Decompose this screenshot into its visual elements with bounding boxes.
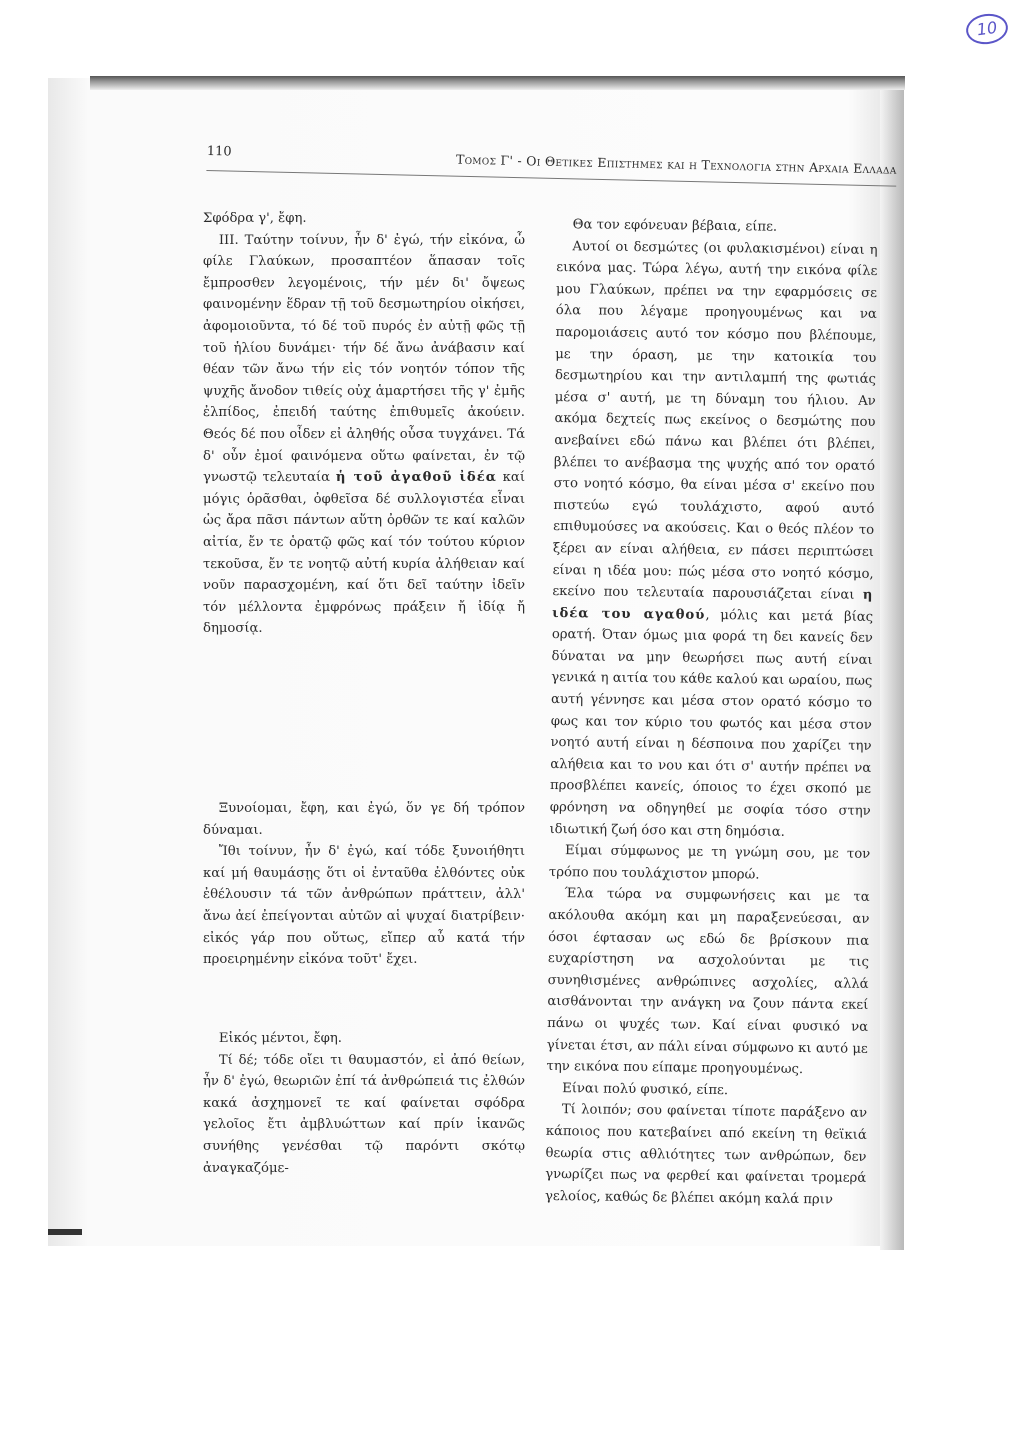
paragraph: Τί δέ; τόδε οἴει τι θαυμαστόν, εἰ ἀπό θείων, ἦν δ' ἐγώ, θεωριῶν ἐπί τά ἀνθρώπειά τις ἐλθών κακά ἀσχημονεῖ τε καί φαίνεται σφόδρα γελοῖος ἔτι ἀμβλυώττων καί πρίν ἱκανῶς συνήθης γενέσθαι τῷ παρόντι σκότῳ ἀναγκαζόμε-	[203, 1052, 525, 1176]
text-span: ΙΙΙ. Ταύτην τοίνυν, ἦν δ' ἐγώ, τήν εἰκόνα, ὦ φίλε Γλαύκων, προσαπτέον ἅπασαν τοῖς ἔμπροσθεν λεγομένοις, τήν μέν δι' ὄψεως φαινομένην ἕδραν τῇ τοῦ δεσμωτηρίου οἰκήσει, ἀφομοιοῦντα, τό δέ τοῦ πυρός ἐν αὐτῇ φῶς τῇ τοῦ ἡλίου δυνάμει· τήν δέ ἄνω ἀνάβασιν καί θέαν τῶν ἄνω τήν εἰς τόν νοητόν τόπον τῆς ψυχῆς ἄνοδον τιθείς οὐχ ἁμαρτήσει τῆς γ' ἐμῆς ἐλπίδος, ἐπειδή ταύτης ἐπιθυμεῖς ἀκούειν. Θεός δέ που οἶδεν εἰ ἀληθής οὖσα τυγχάνει. Τά δ' οὖν ἐμοί φαινόμενα οὕτω φαίνεται, ἐν τῷ γνωστῷ τελευταία	[203, 232, 525, 486]
greek-text-block-2	[203, 798, 525, 971]
text-span: Αυτοί οι δεσμώτες (οι φυλακισμένοι) είναι η εικόνα μας. Τώρα λέγω, αυτή την εικόνα φίλε μου Γλαύκων, πρέπει να την εφαρμόσεις σε όλα που λέγαμε προηγουμένως και να παρομοιάσεις αυτό τον κόσμο που βλέπουμε, με την όραση, με την κατοικία του δεσμωτηρίου και την αντιλαμπή της φωτιάς μέσα σ' αυτή, με τη δύναμη του ήλιου. Αν ακόμα δεχτείς πως εκείνος ο δεσμώτης που ανεβαίνει εδώ πάνω και βλέπει ότι βλέπει, βλέπει το ανέβασμα της ψυχής από τον ορατό στο νοητό κόσμο, θα είναι μέσα σ' εκείνο που πιστεύω εγώ τουλάχιστο, αφού αυτό επιθυμούσες να ακούσεις. Και ο θεός πλέον το ξέρει αν είναι αλήθεια, εν πάσει περιπτώσει είναι η ιδέα μου: πώς μέσα στο νοητό κόσμο, εκείνο που τελευταία παρουσιάζεται είναι	[552, 238, 878, 603]
paragraph: Τί λοιπόν; σου φαίνεται τίποτε παράξενο αν κάποιος που κατεβαίνει από εκείνη τη θεϊκιά θεωρία στις αθλιότητες των ανθρώπων, δεν γνωρίζει πως να φερθεί και φαίνεται τρομερά γελοίος, καθώς δε βλέπει ακόμη καλά πριν	[544, 1102, 868, 1208]
paragraph	[549, 236, 877, 845]
greek-text-block-1	[203, 208, 525, 640]
bold-phrase: η ιδέα του αγαθού	[552, 587, 874, 623]
handwritten-page-number: 10	[964, 11, 1010, 47]
page-gutter-shadow	[880, 90, 904, 1250]
page-top-shadow	[90, 76, 905, 90]
paragraph	[203, 230, 525, 640]
modern-greek-translation-column	[545, 214, 878, 1211]
paragraph: Είναι πολύ φυσικό, είπε.	[562, 1080, 729, 1098]
text-span: καί μόγις ὁρᾶσθαι, ὀφθεῖσα δέ συλλογιστέα εἶναι ὡς ἄρα πᾶσι πάντων αὕτη ὀρθῶν τε καί καλῶν αἰτία, ἔν τε ὁρατῷ φῶς καί τόν τούτου κύριον τεκοῦσα, ἔν τε νοητῷ αὐτή κυρία ἀλήθειαν καί νοῦν παρασχομένη, καί ὅτι δεῖ ταύτην ἰδεῖν τόν μέλλοντα ἐμφρόνως πράξειν ἤ ἰδίᾳ ἤ δημοσίᾳ.	[203, 470, 525, 637]
text-span: , μόλις και μετά βίας ορατή. Όταν όμως μια φορά τη δει κανείς δεν δύναται να μην θεωρήσει πως αυτή είναι γενικά η αιτία του κάθε καλού και ωραίου, πως αυτή γέννησε και μέσα στον ορατό κόσμο το φως και τον κύριο του φωτός και μέσα στον νοητό αυτή είναι η δέσποινα που χαρίζει την αλήθεια και το νου και ότι σ' αυτήν πρέπει να προσβλέπει κανείς, όποιος το έχει σκοπό με φρόνηση να οδηγηθεί με σοφία τόσο στην ιδιωτική ζωή όσο και στη δημόσια.	[549, 607, 874, 840]
paragraph: Θα τον εφόνευαν βέβαια, είπε.	[572, 217, 778, 235]
running-title: Τομος Γ' - Οι Θετικες Επιστημες και η Τεχνολογια στην Αρχαια Ελλαδα	[455, 151, 897, 177]
paragraph: Ἴθι τοίνυν, ἦν δ' ἐγώ, καί τόδε ξυνοιήθητι καί μή θαυμάσῃς ὅτι οἱ ἐνταῦθα ἐλθόντες οὐκ ἐθέλουσιν τά τῶν ἀνθρώπων πράττειν, ἀλλ' ἄνω ἀεί ἐπείγονται αὐτῶν αἱ ψυχαί διατρίβειν· εἰκός γάρ που οὕτως, εἴπερ αὖ κατά τήν προειρημένην εἰκόνα τοῦτ' ἔχει.	[203, 844, 525, 968]
paragraph: Ξυνοίομαι, ἔφη, και ἐγώ, ὅν γε δή τρόπον δύναμαι.	[203, 801, 525, 838]
page-number: 110	[206, 144, 232, 160]
greek-text-block-3	[203, 1028, 525, 1179]
paragraph: Έλα τώρα να συμφωνήσεις και με τα ακόλουθα ακόμη και μη παραξενεύεσαι, αν όσοι έφτασαν ως εδώ δε βρίσκουν πια ευχαρίστηση να ασχολούνται με τις συνηθισμένες ανθρώπινες ασχολίες, αλλά αισθάνονται την ανάγκη να ζουν πάντα εκεί πάνω οι ψυχές των. Καί είναι φυσικό να γίνεται έτσι, αν πάλι είναι σύμφωνο κι αυτό με την εικόνα που είπαμε προηγουμένως.	[546, 886, 870, 1078]
paragraph: Σφόδρα γ', ἔφη.	[203, 211, 307, 226]
paragraph: Είμαι σύμφωνος με τη γνώμη σου, με τον τρόπο που τουλάχιστον μπορώ.	[548, 843, 871, 883]
page-corner-mark	[48, 1229, 82, 1235]
paragraph: Εἰκός μέντοι, ἔφη.	[218, 1031, 342, 1046]
bold-phrase: ἡ τοῦ ἀγαθοῦ ἰδέα	[335, 470, 497, 486]
